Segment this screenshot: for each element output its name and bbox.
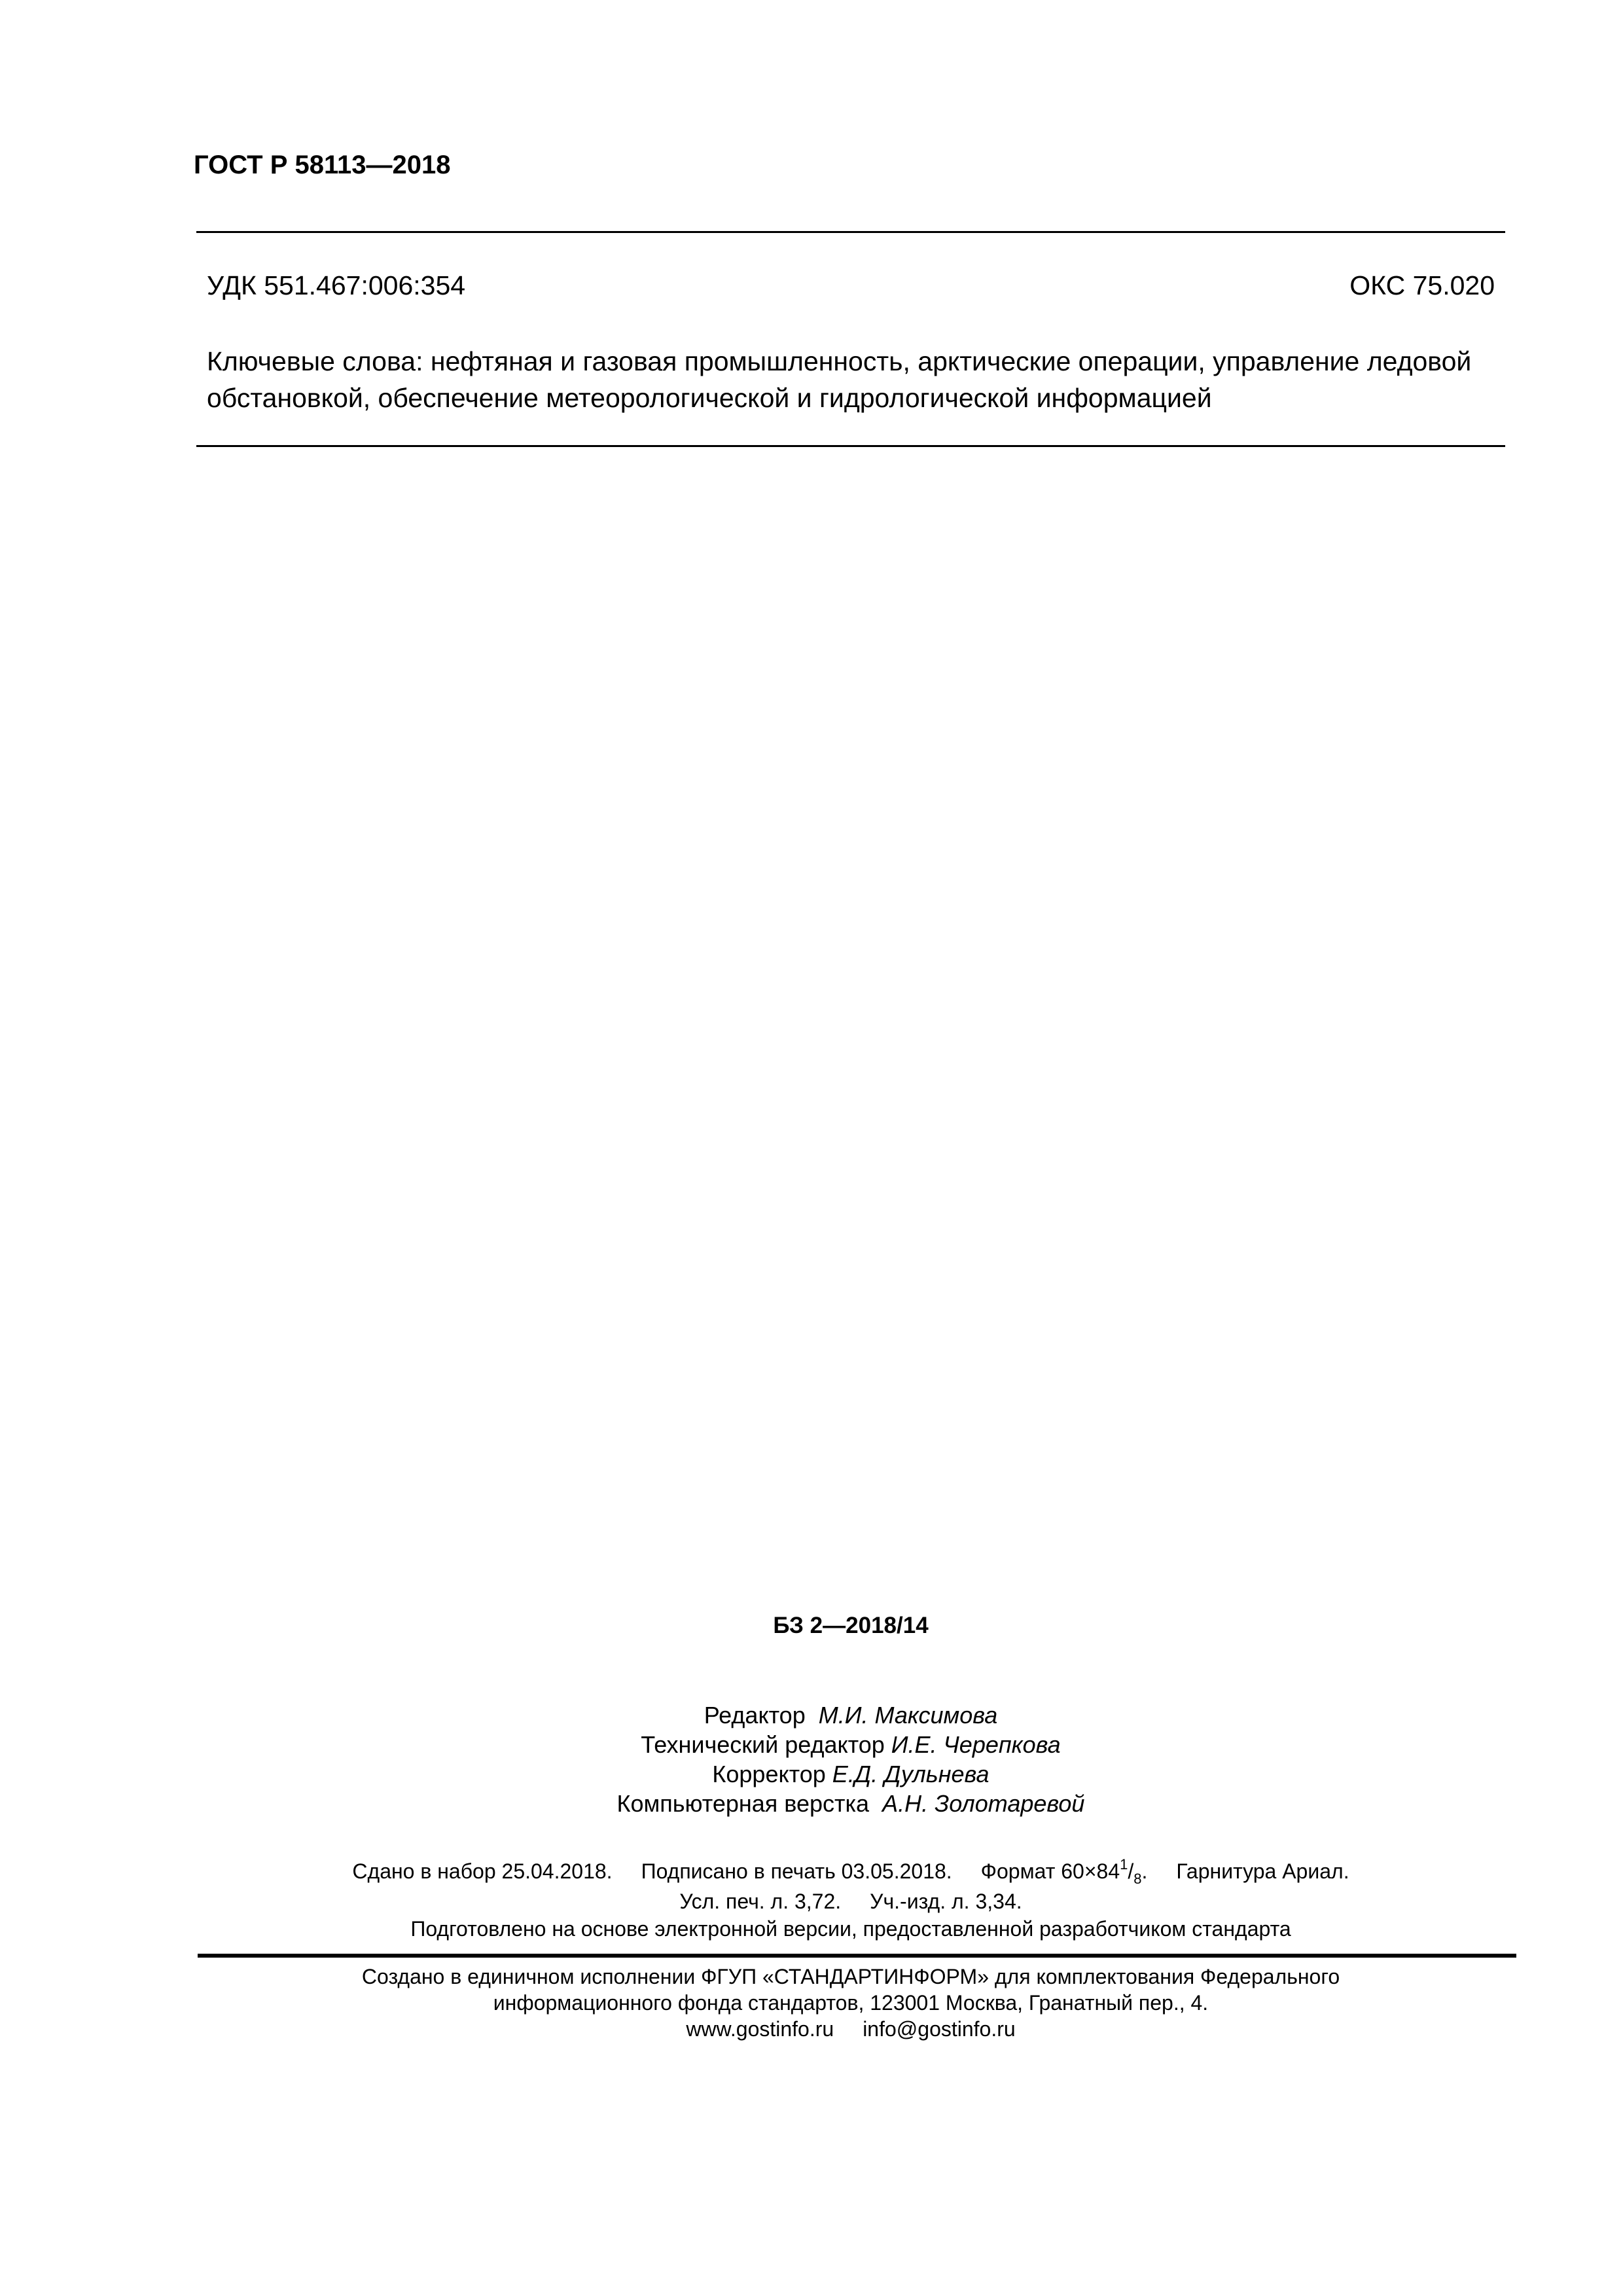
- footer-contacts: [0, 2016, 1623, 2042]
- credit-role: Редактор: [704, 1702, 806, 1729]
- keywords-paragraph: Ключевые слова: нефтяная и газовая промышленность, арктические операции, управление ледовой обстановкой, обеспечение метеорологической и гидрологической информацией: [207, 346, 1472, 413]
- credit-name: М.И. Максимова: [818, 1702, 998, 1729]
- credit-technical-editor: [0, 1730, 1623, 1759]
- print-sheets: Усл. печ. л. 3,72.: [679, 1890, 842, 1913]
- format-fraction-denominator: 8: [1133, 1871, 1142, 1887]
- signed-date: Подписано в печать 03.05.2018.: [641, 1859, 952, 1883]
- website-link[interactable]: www.gostinfo.ru: [686, 2017, 834, 2041]
- footer-line-2: информационного фонда стандартов, 123001 Москва, Гранатный пер., 4.: [493, 1991, 1209, 2015]
- oks-code: ОКС 75.020: [1349, 270, 1495, 300]
- credit-name: И.Е. Черепкова: [891, 1731, 1061, 1758]
- sheets-line: [0, 1888, 1623, 1915]
- document-code: ГОСТ Р 58113—2018: [194, 151, 451, 179]
- udc-code: УДК 551.467:006:354: [207, 270, 466, 300]
- paper-format: Формат $60\times 84^1/_8$.: [980, 1856, 1148, 1887]
- typeface: Гарнитура Ариал.: [1176, 1859, 1349, 1883]
- credit-name: Е.Д. Дульнева: [832, 1761, 990, 1787]
- prepared-note: Подготовлено на основе электронной версии, предоставленной разработчиком стандарта: [410, 1917, 1291, 1941]
- email-link[interactable]: info@gostinfo.ru: [863, 2017, 1016, 2041]
- middle-divider: [196, 445, 1505, 447]
- credit-name: А.Н. Золотаревой: [882, 1790, 1085, 1817]
- publication-dates-line: [0, 1857, 1623, 1888]
- credit-editor: [0, 1700, 1623, 1730]
- credit-role: Технический редактор: [641, 1731, 885, 1758]
- credits-block: [0, 1700, 1623, 1818]
- bz-number: БЗ 2—2018/14: [773, 1613, 929, 1638]
- credit-corrector: [0, 1759, 1623, 1789]
- top-divider: [196, 231, 1505, 233]
- footer-block: [0, 1964, 1623, 2042]
- submitted-date: Сдано в набор 25.04.2018.: [352, 1859, 613, 1883]
- publisher-sheets: Уч.-изд. л. 3,34.: [870, 1890, 1022, 1913]
- credit-layout: [0, 1789, 1623, 1818]
- bottom-divider: [198, 1954, 1516, 1958]
- publication-info: [0, 1857, 1623, 1943]
- footer-line-1: Создано в единичном исполнении ФГУП «СТАНДАРТИНФОРМ» для комплектования Федерального: [361, 1965, 1340, 1988]
- credit-role: Компьютерная верстка: [616, 1790, 870, 1817]
- credit-role: Корректор: [712, 1761, 826, 1787]
- format-fraction-numerator: 1: [1120, 1856, 1128, 1873]
